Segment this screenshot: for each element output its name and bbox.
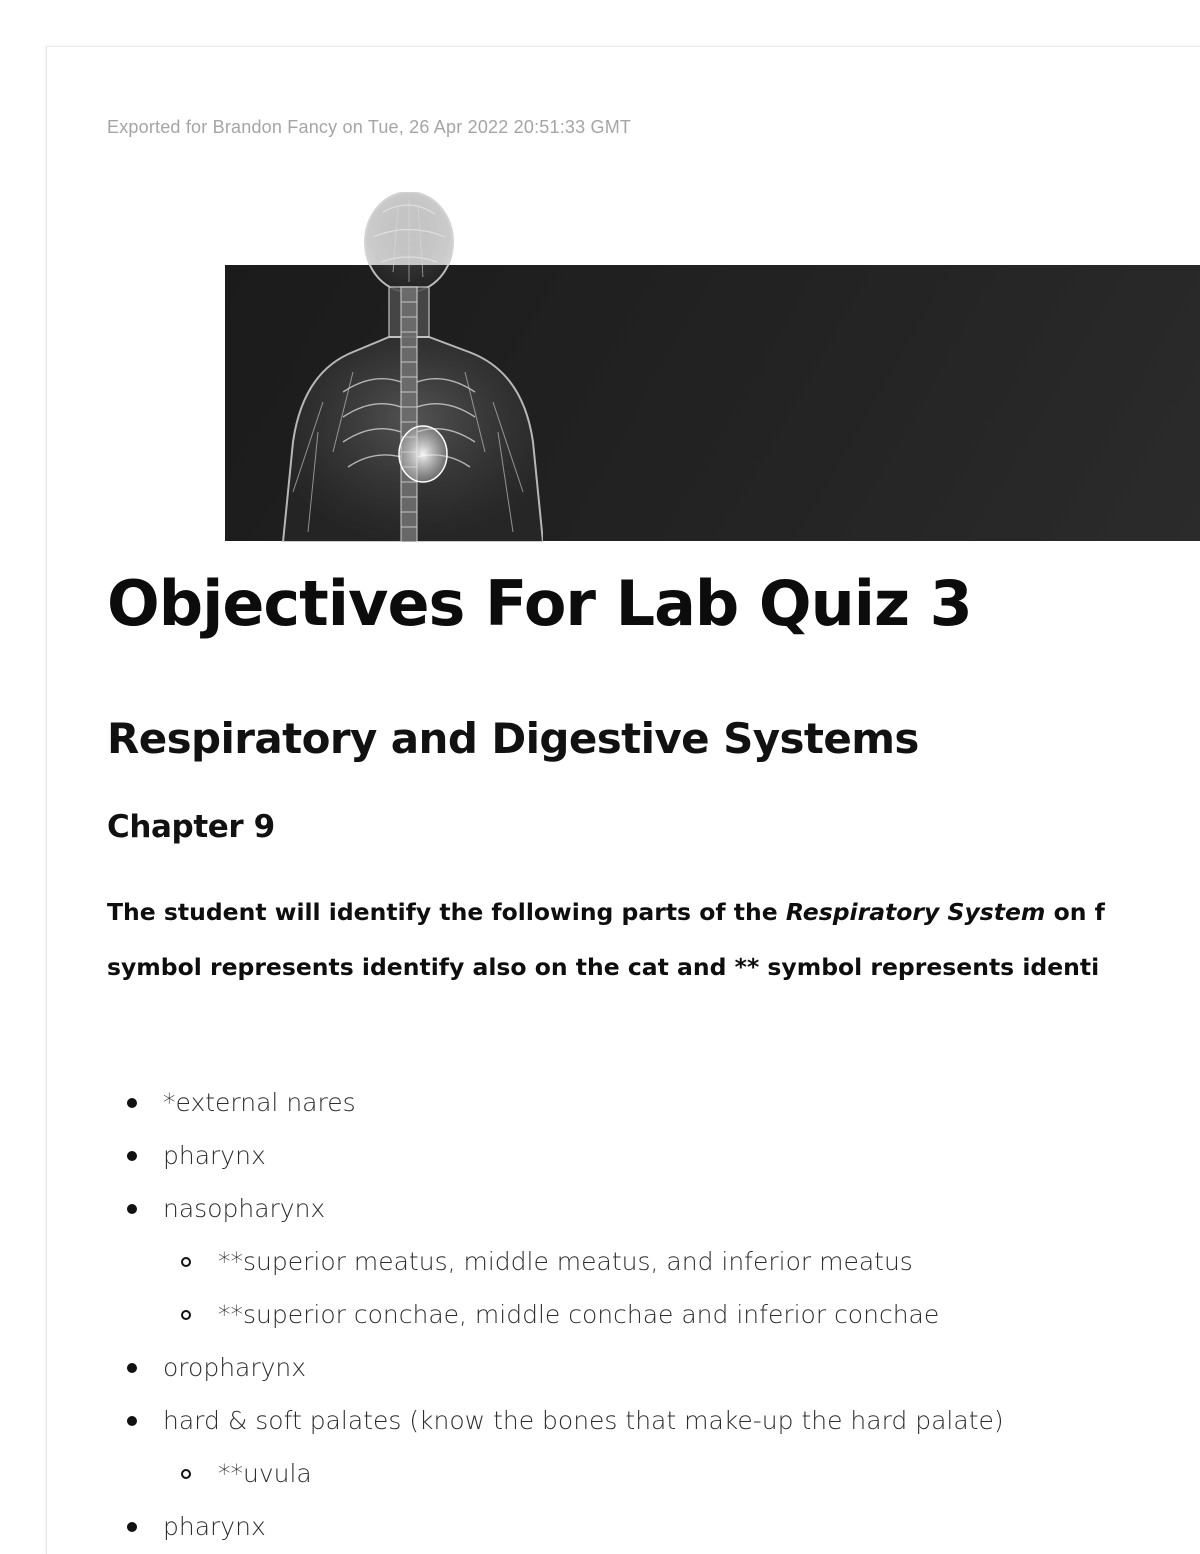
page-subtitle: Respiratory and Digestive Systems (107, 714, 919, 763)
list-item: pharynx (107, 1500, 1004, 1553)
list-item: hard & soft palates (know the bones that make-up the hard palate) (107, 1394, 1004, 1447)
human-anatomy-xray-figure (223, 192, 543, 542)
sub-list-item: **superior conchae, middle conchae and inferior conchae (107, 1288, 1004, 1341)
instructions-emphasis: Respiratory System (785, 898, 1046, 926)
list-item: *external nares (107, 1076, 1004, 1129)
sub-list-item: **uvula (107, 1447, 1004, 1500)
objectives-list (107, 1076, 1004, 1553)
exported-page (46, 46, 1200, 1554)
instructions-text-start: The student will identify the following parts of the (107, 898, 786, 926)
sub-list-item: **superior meatus, middle meatus, and inferior meatus (107, 1235, 1004, 1288)
chapter-heading: Chapter 9 (107, 809, 275, 845)
instructions-paragraph (107, 885, 1200, 995)
export-timestamp: Exported for Brandon Fancy on Tue, 26 Apr 2022 20:51:33 GMT (107, 117, 632, 137)
list-item: pharynx (107, 1129, 1004, 1182)
list-item: nasopharynx (107, 1182, 1004, 1235)
instructions-text-end: on f (1045, 898, 1105, 926)
page-title: Objectives For Lab Quiz 3 (107, 567, 972, 640)
list-item: oropharynx (107, 1341, 1004, 1394)
instructions-line-2: symbol represents identify also on the cat and ** symbol represents identi (107, 953, 1100, 981)
